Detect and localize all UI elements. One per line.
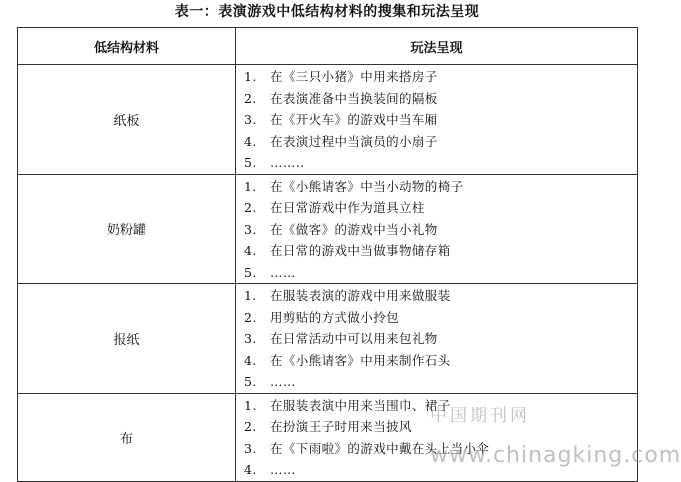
item-text: 在《三只小猪》中用来搭房子 (270, 69, 438, 84)
item-number: 5. (244, 155, 257, 170)
list-item (244, 88, 637, 110)
item-number: 4. (244, 352, 257, 368)
list-item (244, 285, 637, 307)
material-name: 纸板 (18, 65, 236, 175)
item-number: 3. (244, 440, 257, 456)
item-text: 在《开火车》的游戏中当车厢 (270, 112, 438, 127)
item-number: 5. (244, 264, 257, 280)
list-item (244, 328, 637, 350)
list-item (244, 176, 637, 198)
list-item (244, 459, 637, 481)
list-item (244, 131, 637, 153)
item-text: …….. (270, 155, 305, 170)
item-text: 在《下雨啦》的游戏中戴在头上当小伞 (270, 440, 490, 456)
item-text: 在扮演王子时用来当披风 (270, 419, 412, 434)
item-number: 1. (244, 397, 257, 413)
item-text: 在《小熊请客》中当小动物的椅子 (270, 178, 464, 194)
item-number: 2. (244, 90, 257, 106)
item-text: …… (270, 374, 296, 389)
list-item (244, 197, 637, 219)
item-number: 2. (244, 419, 257, 434)
item-number: 2. (244, 200, 257, 215)
list-item (244, 438, 637, 460)
header-material: 低结构材料 (18, 28, 236, 65)
item-text: 在服装表演中用来当围巾、裙子 (270, 397, 451, 413)
item-number: 1. (244, 69, 257, 84)
item-number: 4. (244, 133, 257, 149)
item-text: 在表演过程中当演员的小扇子 (270, 133, 438, 149)
uses-list (236, 65, 637, 174)
item-number: 5. (244, 374, 257, 389)
uses-list (236, 175, 637, 284)
item-number: 1. (244, 288, 257, 303)
list-item (244, 66, 637, 88)
item-number: 2. (244, 309, 257, 325)
watermark-url: www.chinagking.com (430, 443, 681, 468)
header-uses: 玩法呈现 (236, 28, 638, 65)
item-text: 在《小熊请客》中用来制作石头 (270, 352, 451, 368)
table-row (18, 393, 638, 481)
item-text: 在《做客》的游戏中当小礼物 (270, 221, 438, 237)
item-number: 1. (244, 178, 257, 194)
table-header-row (18, 28, 638, 65)
item-text: …… (270, 462, 296, 477)
list-item (244, 152, 637, 174)
item-number: 3. (244, 331, 257, 346)
list-item (244, 240, 637, 262)
item-number: 3. (244, 112, 257, 127)
item-text: 用剪贴的方式做小拎包 (270, 309, 400, 325)
material-name: 奶粉罐 (18, 174, 236, 284)
item-number: 4. (244, 243, 257, 258)
table-row (18, 284, 638, 394)
item-text: …… (270, 264, 296, 280)
list-item (244, 416, 637, 438)
uses-cell (236, 174, 638, 284)
list-item (244, 307, 637, 329)
item-number: 3. (244, 221, 257, 237)
uses-cell (236, 284, 638, 394)
list-item (244, 350, 637, 372)
table-row (18, 65, 638, 175)
list-item (244, 219, 637, 241)
item-number: 4. (244, 462, 257, 477)
table-row (18, 174, 638, 284)
item-text: 在日常活动中可以用来包礼物 (270, 331, 438, 346)
item-text: 在表演准备中当换装间的隔板 (270, 90, 438, 106)
list-item (244, 109, 637, 131)
item-text: 在日常的游戏中当做事物储存箱 (270, 243, 451, 258)
item-text: 在服装表演的游戏中用来做服装 (270, 288, 451, 303)
material-name: 报纸 (18, 284, 236, 394)
uses-list (236, 284, 637, 393)
uses-cell (236, 65, 638, 175)
materials-table (17, 27, 638, 482)
list-item (244, 395, 637, 417)
material-name: 布 (18, 393, 236, 481)
watermark-site-name: 中国期刊网 (430, 406, 530, 426)
list-item (244, 262, 637, 284)
list-item (244, 371, 637, 393)
table-caption: 表一：表演游戏中低结构材料的搜集和玩法呈现 (174, 4, 480, 20)
item-text: 在日常游戏中作为道具立柱 (270, 200, 425, 215)
uses-cell (236, 393, 638, 481)
uses-list (236, 394, 637, 481)
